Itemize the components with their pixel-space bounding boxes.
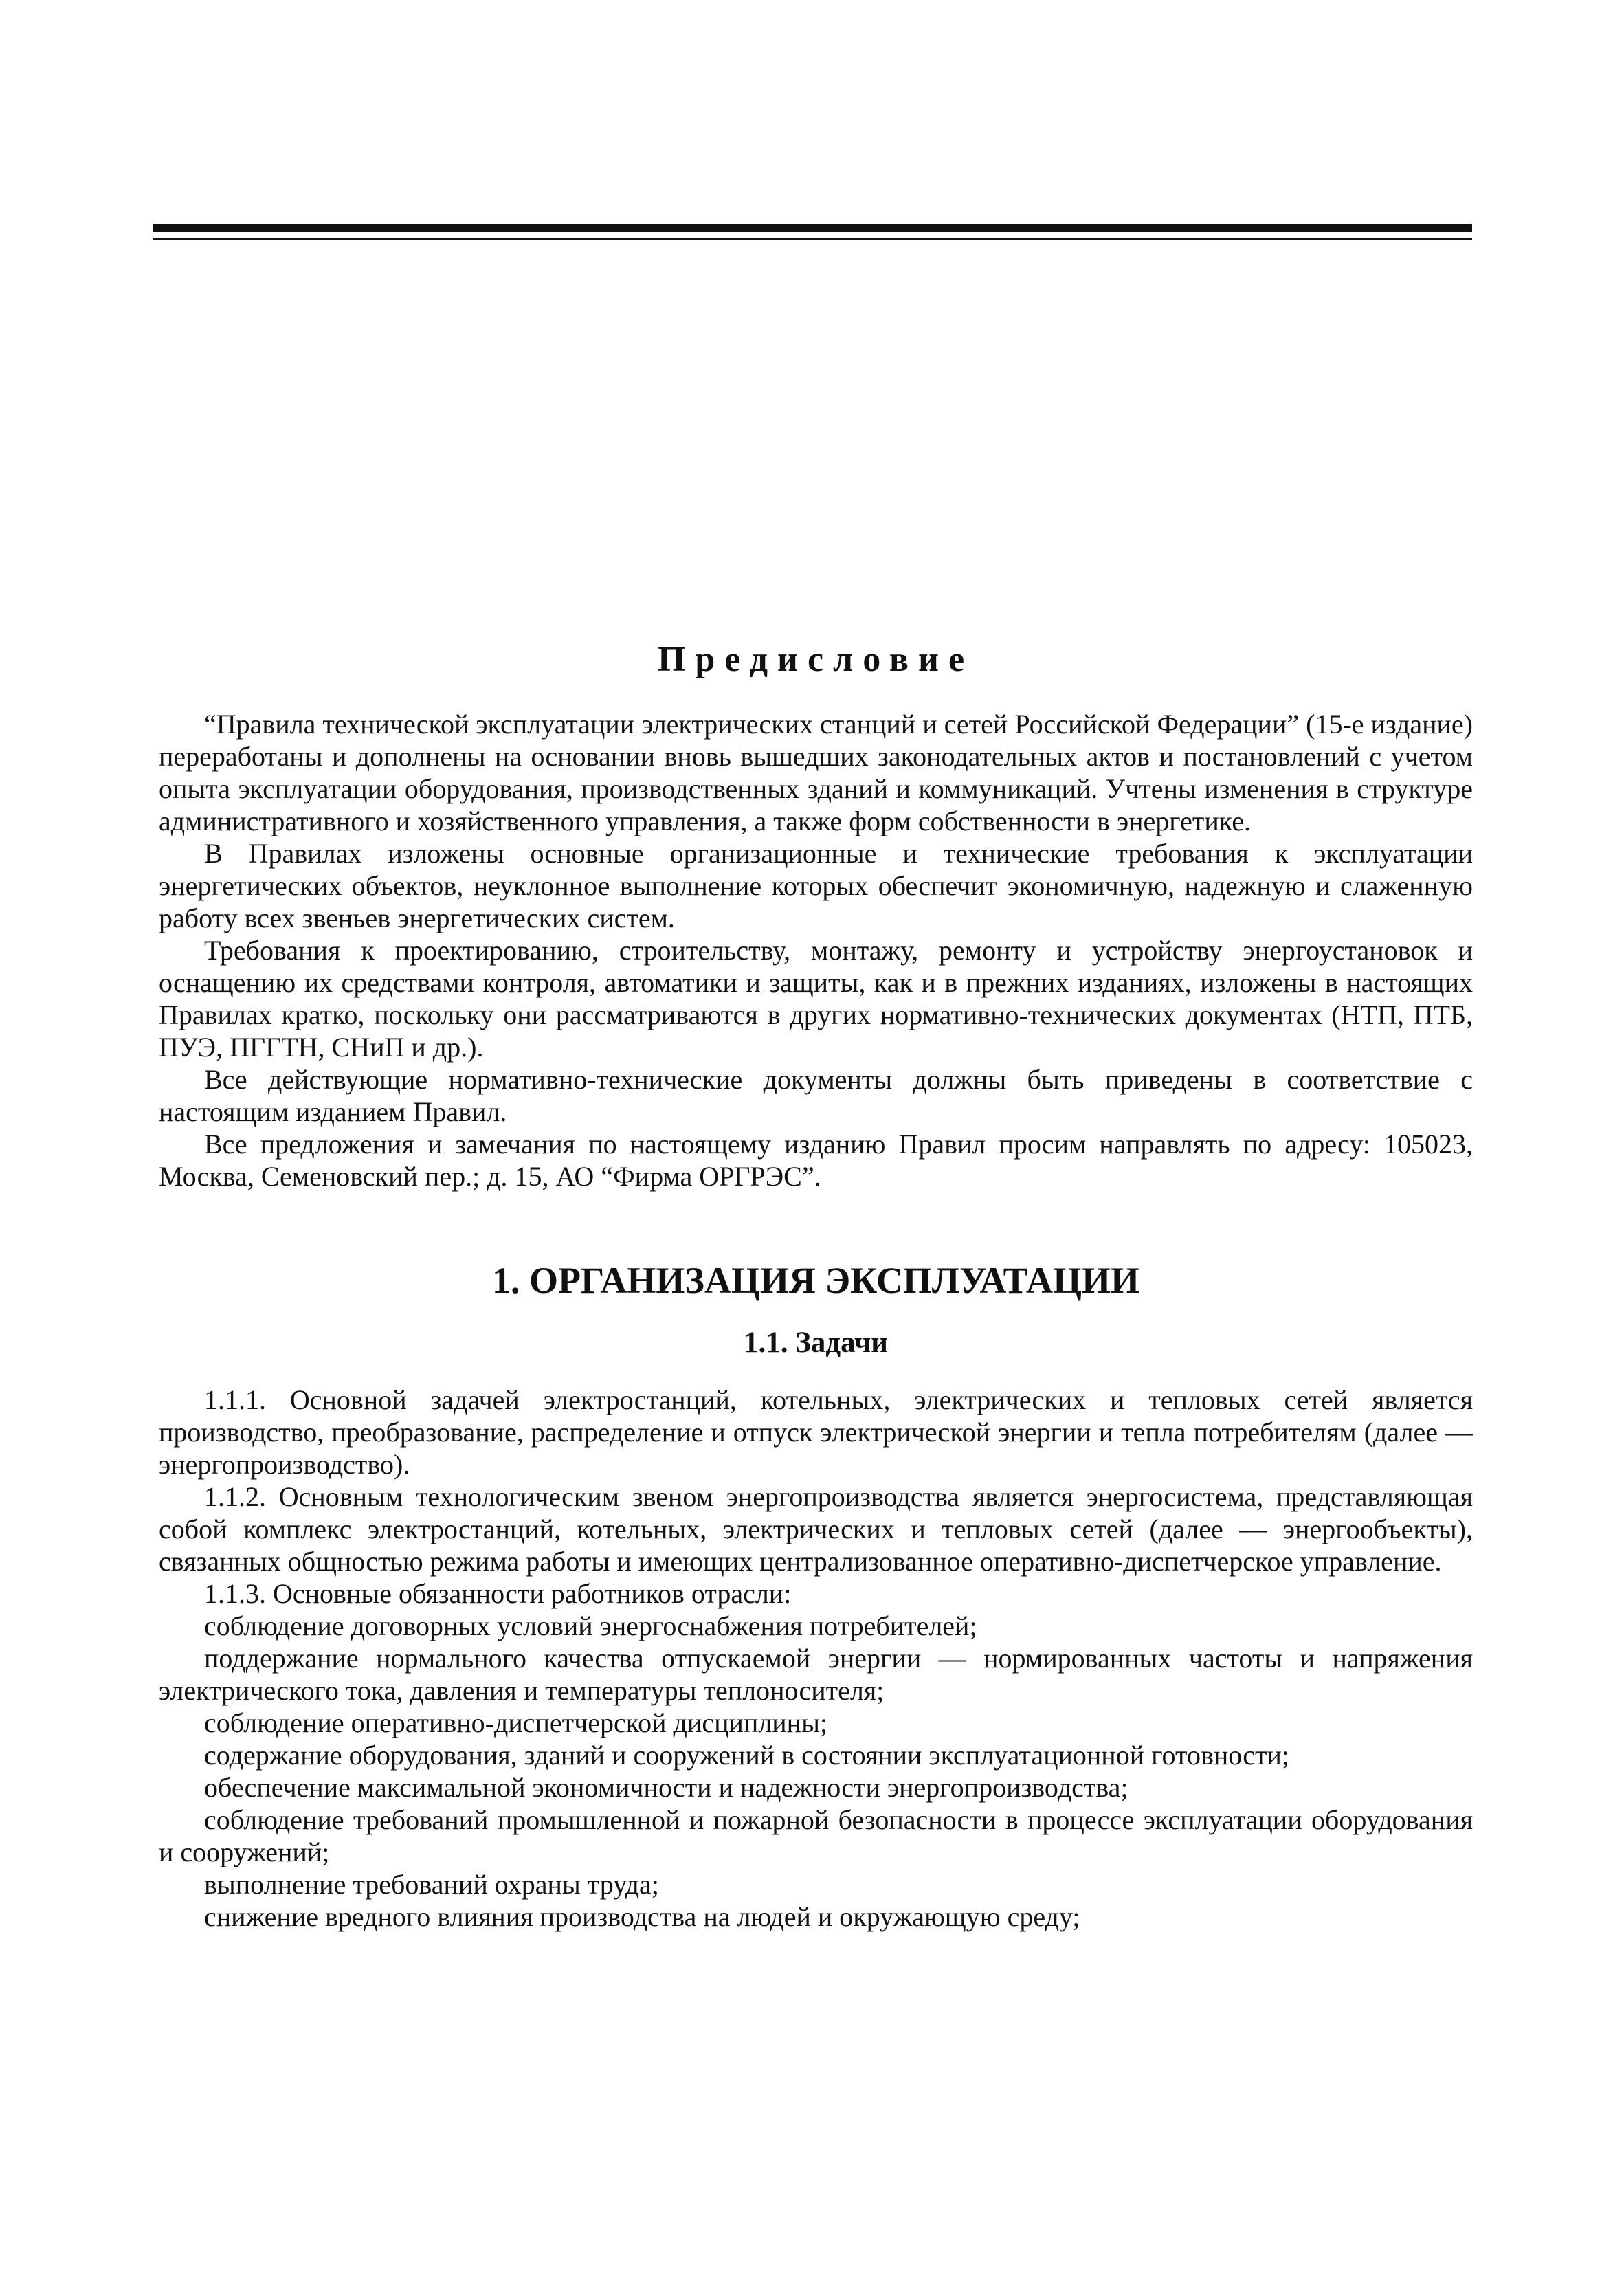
- preface-paragraph: Все предложения и замечания по настоящему изданию Правил просим направлять по адресу: 105023, Москва, Семеновский пер.; д. 15, АО “Фирма ОРГРЭС”.: [159, 1129, 1473, 1192]
- header-rule: [153, 224, 1472, 240]
- duty-list-item: поддержание нормального качества отпускаемой энергии — нормированных частоты и напряжения электрического тока, давления и температуры теплоносителя;: [159, 1643, 1473, 1706]
- header-rule-thin: [153, 238, 1472, 240]
- page-body: [159, 639, 1473, 1933]
- header-rule-thick: [153, 224, 1472, 232]
- preface-title: Предисловие: [657, 640, 975, 679]
- duty-list-item: соблюдение договорных условий энергоснабжения потребителей;: [204, 1610, 977, 1641]
- preface-paragraph: В Правилах изложены основные организационные и технические требования к эксплуатации энергетических объектов, неуклонное выполнение которых обеспечит экономичную, надежную и слаженную работу всех звеньев энергетических систем.: [159, 838, 1473, 933]
- section-paragraph: 1.1.2. Основным технологическим звеном энергопроизводства является энергосистема, представляющая собой комплекс электростанций, котельных, электрических и тепловых сетей (далее — энергообъекты), связанных общностью режима работы и имеющих централизованное оперативно-диспетчерское управление.: [159, 1481, 1473, 1577]
- duty-list-item: снижение вредного влияния производства на людей и окружающую среду;: [204, 1901, 1080, 1932]
- duty-list-item: соблюдение оперативно-диспетчерской дисциплины;: [204, 1707, 828, 1738]
- preface-paragraph: “Правила технической эксплуатации электрических станций и сетей Российской Федерации” (15-е издание) переработаны и дополнены на основании вновь вышедших законодательных актов и постановлений с учетом опыта эксплуатации оборудования, производственных зданий и коммуникаций. Учтены изменения в структуре административного и хозяйственного управления, а также форм собственности в энергетике.: [159, 709, 1473, 836]
- chapter-title: 1. ОРГАНИЗАЦИЯ ЭКСПЛУАТАЦИИ: [491, 1260, 1140, 1301]
- duty-list-item: обеспечение максимальной экономичности и надежности энергопроизводства;: [204, 1772, 1128, 1803]
- section-paragraph: 1.1.1. Основной задачей электростанций, котельных, электрических и тепловых сетей является производство, преобразование, распределение и отпуск электрической энергии и тепла потребителям (далее — энергопроизводство).: [159, 1384, 1473, 1480]
- section-title: 1.1. Задачи: [743, 1327, 888, 1359]
- section-paragraph: 1.1.3. Основные обязанности работников отрасли:: [204, 1578, 792, 1609]
- section-text: [159, 1384, 1473, 1933]
- duty-list-item: содержание оборудования, зданий и сооружений в состоянии эксплуатационной готовности;: [204, 1740, 1289, 1771]
- preface-text: [159, 708, 1473, 1193]
- duty-list-item: соблюдение требований промышленной и пожарной безопасности в процессе эксплуатации оборудования и сооружений;: [159, 1804, 1473, 1867]
- preface-paragraph: Все действующие нормативно-технические документы должны быть приведены в соответствие с настоящим изданием Правил.: [159, 1064, 1473, 1127]
- preface-paragraph: Требования к проектированию, строительству, монтажу, ремонту и устройству энергоустановок и оснащению их средствами контроля, автоматики и защиты, как и в прежних изданиях, изложены в настоящих Правилах кратко, поскольку они рассматриваются в других нормативно-технических документах (НТП, ПТБ, ПУЭ, ПГГТН, СНиП и др.).: [159, 935, 1473, 1063]
- duty-list-item: выполнение требований охраны труда;: [204, 1869, 659, 1900]
